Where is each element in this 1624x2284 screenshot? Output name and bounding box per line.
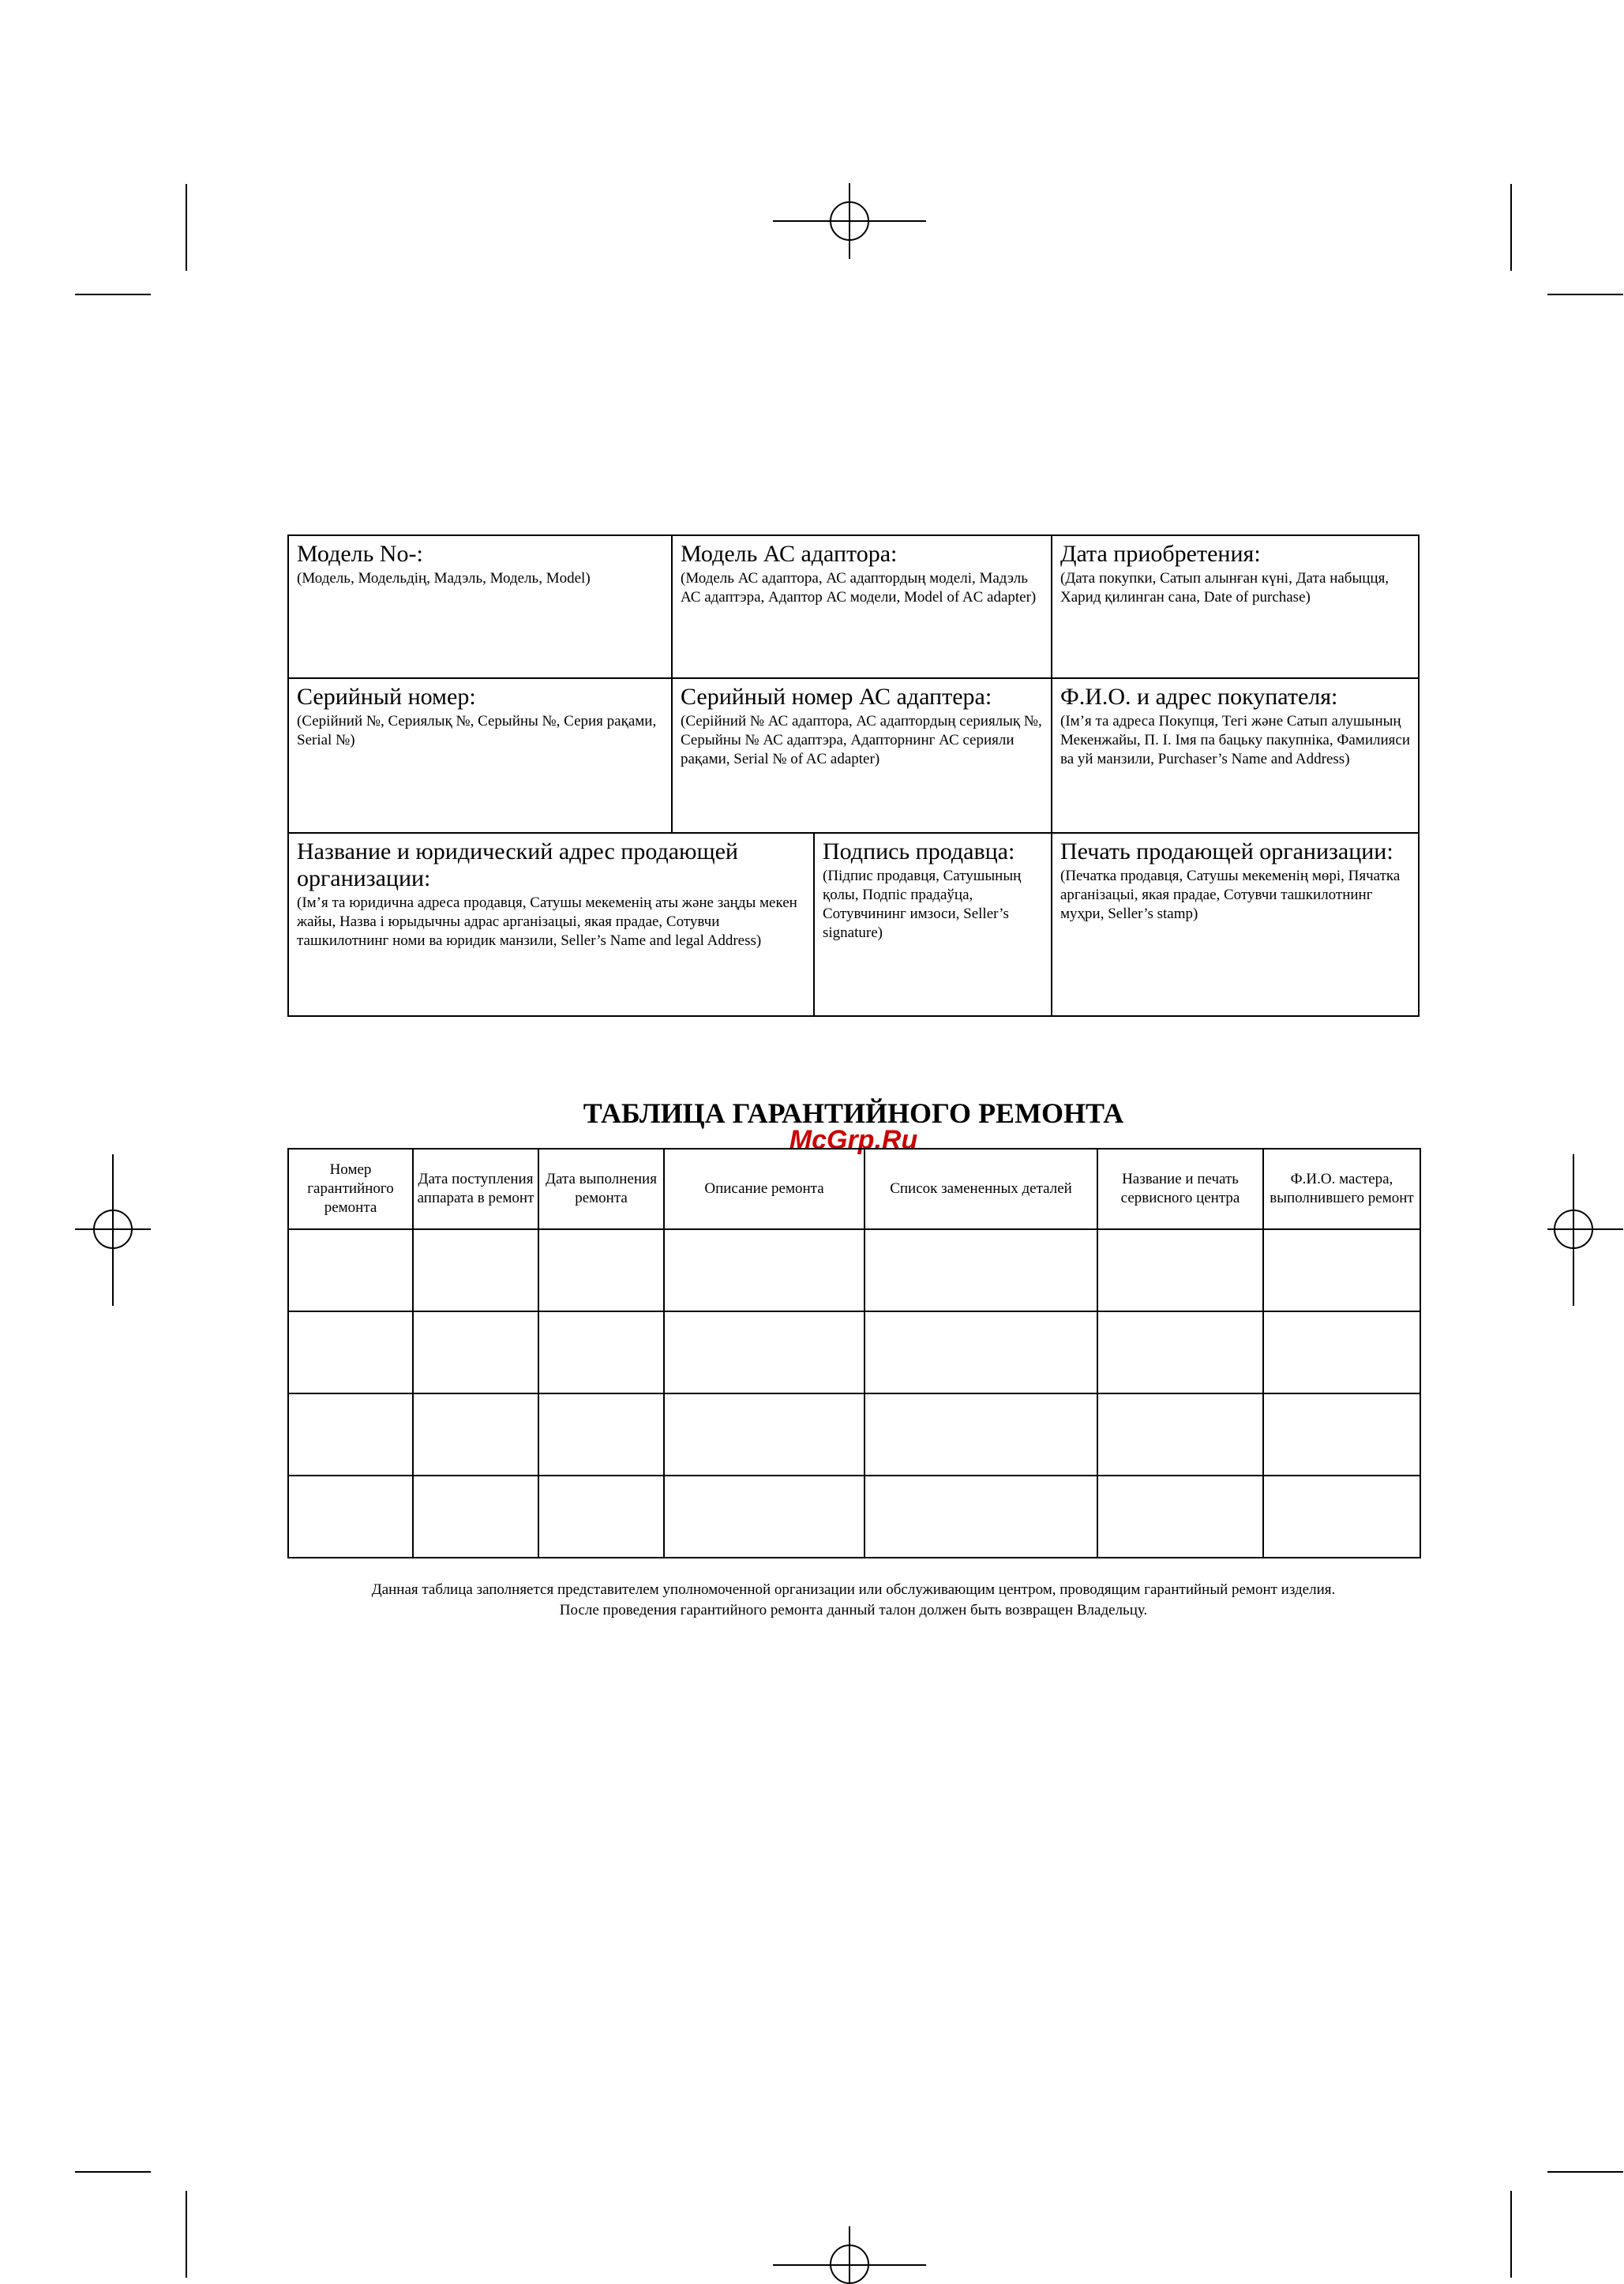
table-cell [865, 1476, 1097, 1558]
table-cell [1263, 1229, 1420, 1311]
table-cell [538, 1311, 664, 1393]
adapter-serial-label: Серийный номер АС адаптера: [681, 684, 992, 710]
table-cell [664, 1476, 865, 1558]
header-completion-date: Дата выполнения ремонта [538, 1149, 664, 1229]
table-cell [664, 1311, 865, 1393]
header-technician: Ф.И.О. мастера, выполнившего ремонт [1263, 1149, 1420, 1229]
header-service-center: Название и печать сервисного центра [1097, 1149, 1263, 1229]
table-cell [865, 1311, 1097, 1393]
buyer-label: Ф.И.О. и адрес покупателя: [1060, 684, 1338, 710]
table-cell [413, 1311, 538, 1393]
seller-org-sublabel: (Ім’я та юридична адреса продавця, Сатушы мекеменің аты жəне заңды мекен жайы, Назва і юрыдычны адрас арганізацыі, якая прадае, Сотувчи ташкилотнинг номи ва юридик манзили, Seller’s Name and legal Address) [297, 894, 797, 949]
adapter-model-field [671, 534, 1052, 679]
header-replaced-parts: Список замененных деталей [865, 1149, 1097, 1229]
serial-field [287, 677, 673, 834]
table-row [288, 1229, 1420, 1311]
seller-signature-sublabel: (Підпис продавця, Сатушының қолы, Подпіс прадаўца, Сотувчининг имзоси, Seller’s signature) [823, 868, 1022, 941]
table-cell [1263, 1476, 1420, 1558]
serial-sublabel: (Серійний №, Сериялық №, Серыйны №, Серия рақами, Serial №) [297, 713, 657, 748]
buyer-field [1051, 677, 1420, 834]
adapter-serial-sublabel: (Серійний № АС адаптора, АС адаптордың сериялық №, Серыйны № АС адаптэра, Адапторнинг АС серияли рақами, Serial № of AC adapter) [681, 713, 1042, 767]
table-cell [664, 1229, 865, 1311]
table-cell [865, 1229, 1097, 1311]
footnote-line-1: Данная таблица заполняется представителем уполномоченной организации или обслуживающим центром, проводящим гарантийный ремонт изделия. [371, 1581, 1336, 1598]
table-row [288, 1311, 1420, 1393]
adapter-serial-field [671, 677, 1052, 834]
table-cell [538, 1229, 664, 1311]
table-cell [865, 1393, 1097, 1476]
table-row [288, 1393, 1420, 1476]
table-cell [1263, 1311, 1420, 1393]
seller-stamp-sublabel: (Печатка продавця, Сатушы мекеменің мөрі, Пячатка арганізацыі, якая прадае, Сотувчи ташкилотнинг муҳри, Seller’s stamp) [1060, 868, 1401, 922]
seller-stamp-label: Печать продающей организации: [1060, 838, 1393, 864]
table-cell [1097, 1476, 1263, 1558]
table-cell [538, 1393, 664, 1476]
footnote-line-2: После проведения гарантийного ремонта данный талон должен быть возвращен Владельцу. [559, 1602, 1148, 1618]
header-intake-date: Дата поступления аппарата в ремонт [413, 1149, 538, 1229]
table-cell [413, 1393, 538, 1476]
table-cell [538, 1476, 664, 1558]
table-cell [1263, 1393, 1420, 1476]
adapter-model-sublabel: (Модель АС адаптора, АС адаптордың моделі, Мадэль АС адаптэра, Адаптор АС модели, Model of AC adapter) [681, 570, 1037, 606]
table-cell [413, 1476, 538, 1558]
purchase-date-sublabel: (Дата покупки, Сатып алынған күні, Дата набыцця, Харид қилинган сана, Date of purchase) [1060, 570, 1390, 606]
purchase-date-field [1051, 534, 1420, 679]
model-label: Модель No-: [297, 541, 423, 567]
table-footnote [287, 1580, 1420, 1621]
seller-signature-field [813, 832, 1052, 1017]
table-cell [288, 1476, 413, 1558]
purchase-date-label: Дата приобретения: [1060, 541, 1261, 567]
table-header-row [288, 1149, 1420, 1229]
header-repair-description: Описание ремонта [664, 1149, 865, 1229]
table-cell [1097, 1393, 1263, 1476]
repair-table-title: ТАБЛИЦА ГАРАНТИЙНОГО РЕМОНТА [583, 1097, 1124, 1129]
header-repair-number: Номер гарантийного ремонта [288, 1149, 413, 1229]
seller-org-label: Название и юридический адрес продающей организации: [297, 838, 738, 891]
table-cell [664, 1393, 865, 1476]
adapter-model-label: Модель АС адаптора: [681, 541, 898, 567]
serial-label: Серийный номер: [297, 684, 476, 710]
warranty-repair-table [287, 1148, 1421, 1558]
table-cell [288, 1393, 413, 1476]
seller-org-field [287, 832, 815, 1017]
table-row [288, 1476, 1420, 1558]
table-cell [288, 1229, 413, 1311]
seller-signature-label: Подпись продавца: [823, 838, 1015, 864]
table-cell [288, 1311, 413, 1393]
seller-stamp-field [1051, 832, 1420, 1017]
table-cell [1097, 1311, 1263, 1393]
model-sublabel: (Модель, Модельдің, Мадэль, Модель, Model) [297, 570, 591, 587]
warranty-info-form [287, 534, 1420, 1017]
model-field [287, 534, 673, 679]
table-cell [413, 1229, 538, 1311]
site-watermark: McGrp.Ru [789, 1125, 918, 1155]
buyer-sublabel: (Ім’я та адреса Покупця, Тегі жəне Сатып алушының Мекенжайы, П. І. Імя па бацьку пакупніка, Фамилияси ва уй манзили, Purchaser’s Name and Address) [1060, 713, 1410, 767]
table-cell [1097, 1229, 1263, 1311]
